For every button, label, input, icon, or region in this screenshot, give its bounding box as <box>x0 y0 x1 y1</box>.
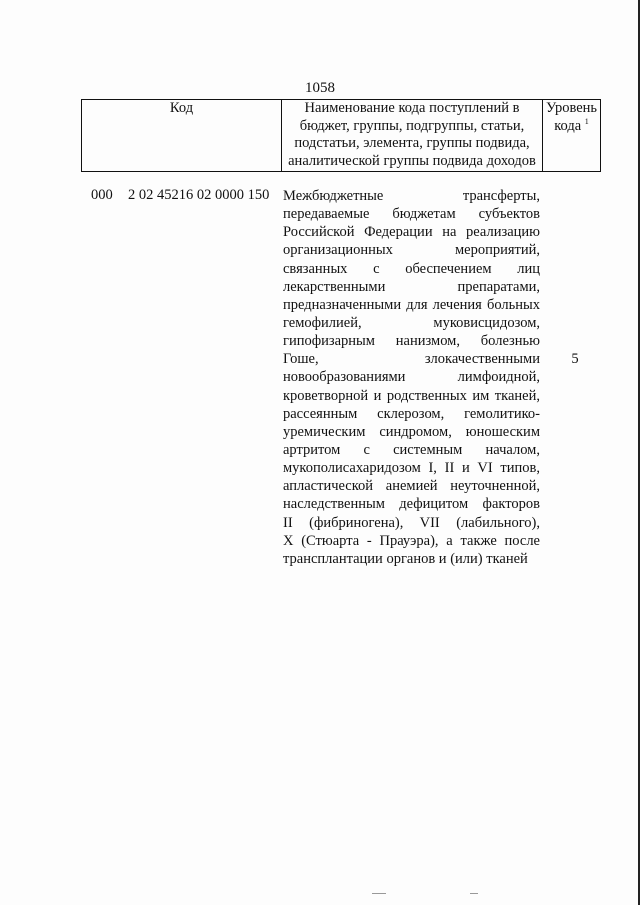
row-level: 5 <box>571 351 579 367</box>
row-name-line: кроветворной и родственных им тканей, <box>283 387 540 404</box>
row-name-line: наследственным дефицитом факторов <box>283 496 540 513</box>
row-name-line: лекарственными препаратами, <box>283 278 540 295</box>
header-code-label: Код <box>169 100 194 116</box>
scan-artifact <box>0 893 640 899</box>
row-admin-code: 000 <box>91 187 113 203</box>
row-name-line: передаваемые бюджетам субъектов <box>283 206 540 223</box>
header-code-cell <box>82 100 282 172</box>
row-name-line: уремическим синдромом, юношеским <box>283 423 540 440</box>
row-name-line: предназначенными для лечения больных <box>283 296 540 313</box>
header-level-label: кода <box>554 117 582 134</box>
row-name-line: X (Стюарта - Прауэра), а также после <box>283 532 540 549</box>
header-name-line: бюджет, группы, подгруппы, статьи, <box>299 117 525 134</box>
row-revenue-code: 2 02 45216 02 0000 150 <box>128 187 270 203</box>
header-level-cell <box>543 100 601 172</box>
row-name-line: II (фибриногена), VII (лабильного), <box>283 514 540 531</box>
row-name-line: новообразованиями лимфоидной, <box>283 369 540 386</box>
footnote-marker: 1 <box>584 116 589 126</box>
row-name-line: мукополисахаридозом I, II и VI типов, <box>283 460 540 477</box>
row-name-line: рассеянным склерозом, гемолитико- <box>283 405 540 422</box>
row-name-line: гемофилией, муковисцидозом, <box>283 314 540 331</box>
row-name-line: Гоше, злокачественными <box>283 351 540 368</box>
row-name-line: организационных мероприятий, <box>283 242 540 259</box>
row-name-line: артритом с системным началом, <box>283 441 540 458</box>
row-name-line: трансплантации органов и (или) тканей <box>283 550 528 567</box>
header-level-line1: Уровень <box>545 100 598 116</box>
header-name-cell <box>282 100 543 172</box>
header-name-line: подстатьи, элемента, группы подвида, <box>294 135 530 151</box>
row-name-line: связанных с обеспечением лиц <box>283 260 540 277</box>
table-header <box>81 99 601 172</box>
row-name-line: апластической анемией неуточненной, <box>283 478 540 495</box>
header-name-line: аналитической группы подвида доходов <box>288 152 536 169</box>
row-name-text <box>283 187 540 568</box>
row-name-line: гипофизарным нанизмом, болезнью <box>283 333 540 350</box>
header-name-line: Наименование кода поступлений в <box>304 100 520 116</box>
page-number: 1058 <box>305 80 335 96</box>
row-name-line: Российской Федерации на реализацию <box>283 224 540 241</box>
table-header-row <box>82 100 601 172</box>
row-name-line: Межбюджетные трансферты, <box>283 188 540 204</box>
header-level-line2 <box>543 118 600 136</box>
